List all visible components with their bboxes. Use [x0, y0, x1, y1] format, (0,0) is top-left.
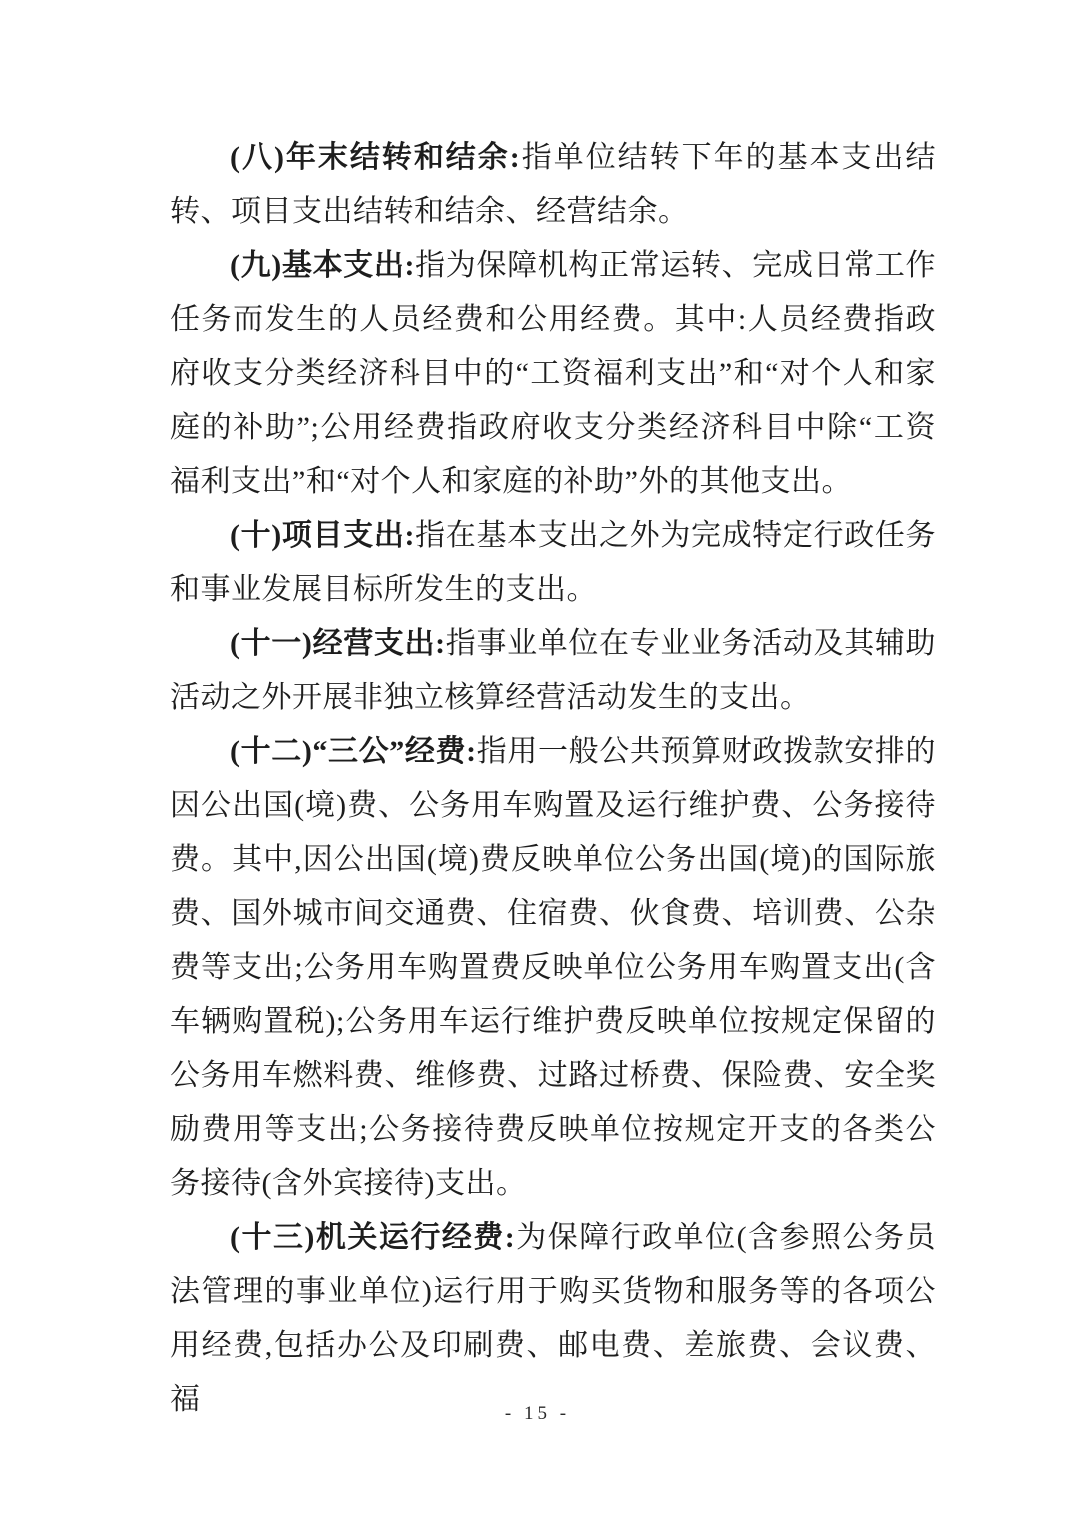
paragraph-term-12	[170, 725, 936, 1211]
paragraph-term-9	[170, 239, 936, 509]
term-definition: 指事业单位在专业业务活动及其辅助活动之外开展非独立核算经营活动发生的支出。	[170, 627, 936, 714]
term-definition: 指用一般公共预算财政拨款安排的因公出国(境)费、公务用车购置及运行维护费、公务接待费。其中,因公出国(境)费反映单位公务出国(境)的国际旅费、国外城市间交通费、住宿费、伙食费、培训费、公杂费等支出;公务用车购置费反映单位公务用车购置支出(含车辆购置税);公务用车运行维护费反映单位按规定保留的公务用车燃料费、维修费、过路过桥费、保险费、安全奖励费用等支出;公务接待费反映单位按规定开支的各类公务接待(含外宾接待)支出。	[170, 735, 936, 1200]
paragraph-term-13	[170, 1211, 936, 1427]
paragraph-term-10	[170, 509, 936, 617]
paragraph-term-8	[170, 131, 936, 239]
term-label: (十三)机关运行经费:	[230, 1221, 516, 1254]
term-label: (十二)“三公”经费:	[230, 735, 477, 768]
term-label: (八)年末结转和结余:	[230, 141, 521, 174]
term-label: (十)项目支出:	[230, 519, 415, 552]
page-footer	[0, 1403, 1075, 1425]
term-label: (十一)经营支出:	[230, 627, 446, 660]
page-number: - 15 -	[504, 1403, 571, 1424]
term-label: (九)基本支出:	[230, 249, 415, 282]
paragraph-term-11	[170, 617, 936, 725]
term-definition: 为保障行政单位(含参照公务员法管理的事业单位)运行用于购买货物和服务等的各项公用经费,包括办公及印刷费、邮电费、差旅费、会议费、福	[170, 1221, 936, 1416]
term-definition: 指为保障机构正常运转、完成日常工作任务而发生的人员经费和公用经费。其中:人员经费指政府收支分类经济科目中的“工资福利支出”和“对个人和家庭的补助”;公用经费指政府收支分类经济科目中除“工资福利支出”和“对个人和家庭的补助”外的其他支出。	[170, 249, 936, 498]
term-definition: 指单位结转下年的基本支出结转、项目支出结转和结余、经营结余。	[170, 141, 936, 228]
term-definition: 指在基本支出之外为完成特定行政任务和事业发展目标所发生的支出。	[170, 519, 936, 606]
document-body	[170, 131, 936, 1427]
